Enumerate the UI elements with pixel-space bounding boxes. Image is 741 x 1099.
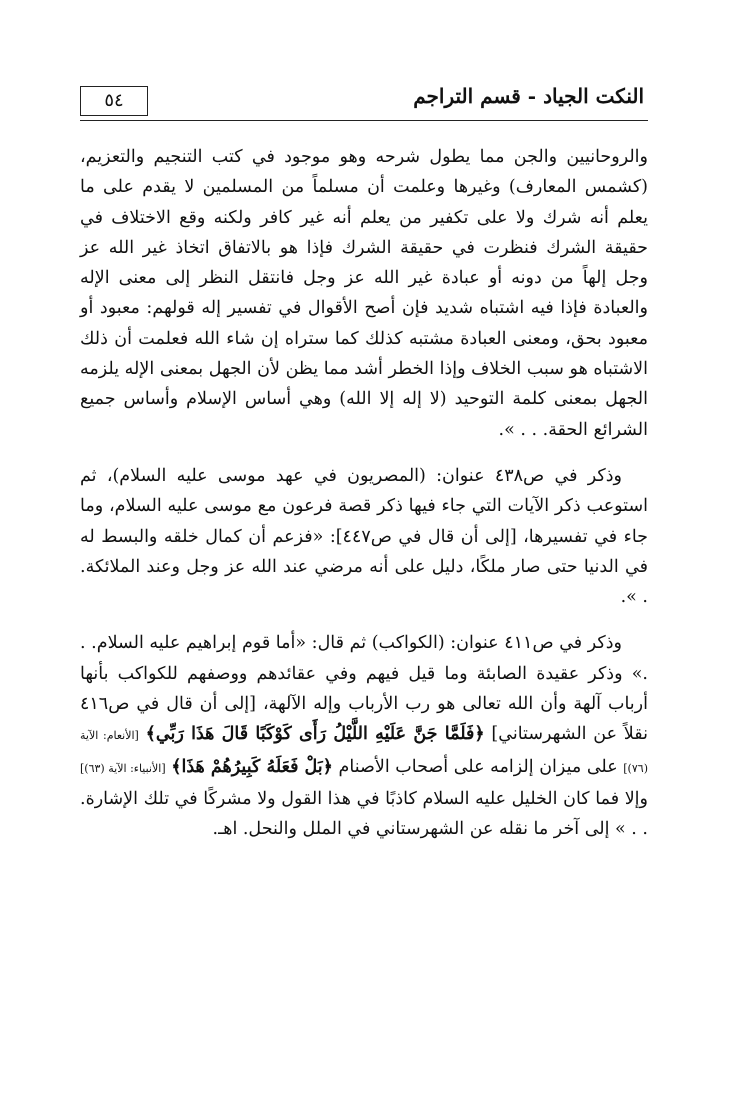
paragraph-3-text-c: وإلا فما كان الخليل عليه السلام كاذبًا في هذا القول ولا مشركًا في تلك الإشارة. . . » إلى آخر ما نقله عن الشهرستاني في الملل والنحل. اهـ. (80, 788, 648, 840)
paragraph-3-text-a: وذكر في ص٤١١ عنوان: (الكواكب) ثم قال: «أما قوم إبراهيم عليه السلام. . .» وذكر عقيدة الصابئة وما قيل فيهم وفي عقائدهم ووصفهم للكواكب بأنها أرباب آلهة وأن الله تعالى هو رب الأرباب وإله الآلهة، [إلى أن قال في ص٤١٦ نقلاً عن الشهرستاني] (80, 633, 648, 745)
page-header (80, 80, 648, 121)
verse-reference-1: [الأنعام: الآية (٧٦)] (80, 729, 648, 775)
page-number: ٥٤ (80, 86, 148, 116)
page-body (80, 142, 648, 861)
paragraph-2: وذكر في ص٤٣٨ عنوان: (المصريون في عهد موسى عليه السلام)، ثم استوعب ذكر الآيات التي جاء فيها ذكر قصة فرعون مع موسى عليه السلام، وما جاء في تفسيرها، [إلى أن قال في ص٤٤٧]: «فزعم أن كمال خلقه والبسط له في الدنيا حتى صار ملكًا، دليل على أنه مرضي عند الله عز وجل وعند الملائكة. . ». (80, 465, 648, 608)
paragraph-3 (80, 628, 648, 844)
quran-verse-1: ﴿فَلَمَّا جَنَّ عَلَيْهِ اللَّيْلُ رَأَى كَوْكَبًا قَالَ هَذَا رَبِّي﴾ (145, 724, 485, 745)
paragraph-3-text-b: على ميزان إلزامه على أصحاب الأصنام (338, 756, 618, 777)
quran-verse-2: ﴿بَلْ فَعَلَهُ كَبِيرُهُمْ هَذَا﴾ (171, 756, 333, 777)
paragraph-1: والروحانيين والجن مما يطول شرحه وهو موجود في كتب التنجيم والتعزيم، (كشمس المعارف) وغيرها وعلمت أن مسلماً من المسلمين لا يقدم على ما يعلم أنه شرك ولا على تكفير من يعلم أنه غير كافر ولكنه وقع الاختلاف في حقيقة الشرك فنظرت في حقيقة الشرك فإذا هو بالاتفاق اتخاذ غير الله عز وجل إلهاً من دونه أو عبادة غير الله عز وجل فانتقل النظر إلى معنى الإله والعبادة فإذا فيه اشتباه شديد فإن أصح الأقوال في تفسير إله قولهم: معبود أو معبود بحق، ومعنى العبادة مشتبه كذلك كما ستراه إن شاء الله فعلمت أن ذلك الاشتباه هو سبب الخلاف وإذا الخطر أشد مما يظن لأن الجهل بمعنى الإله يلزمه الجهل بمعنى كلمة التوحيد (لا إله إلا الله) وهي أساس الإسلام وأساس جميع الشرائع الحقة. . . ». (80, 147, 648, 440)
running-title: النكت الجياد - قسم التراجم (413, 84, 644, 108)
verse-reference-2: [الأنبياء: الآية (٦٣)] (80, 761, 166, 775)
